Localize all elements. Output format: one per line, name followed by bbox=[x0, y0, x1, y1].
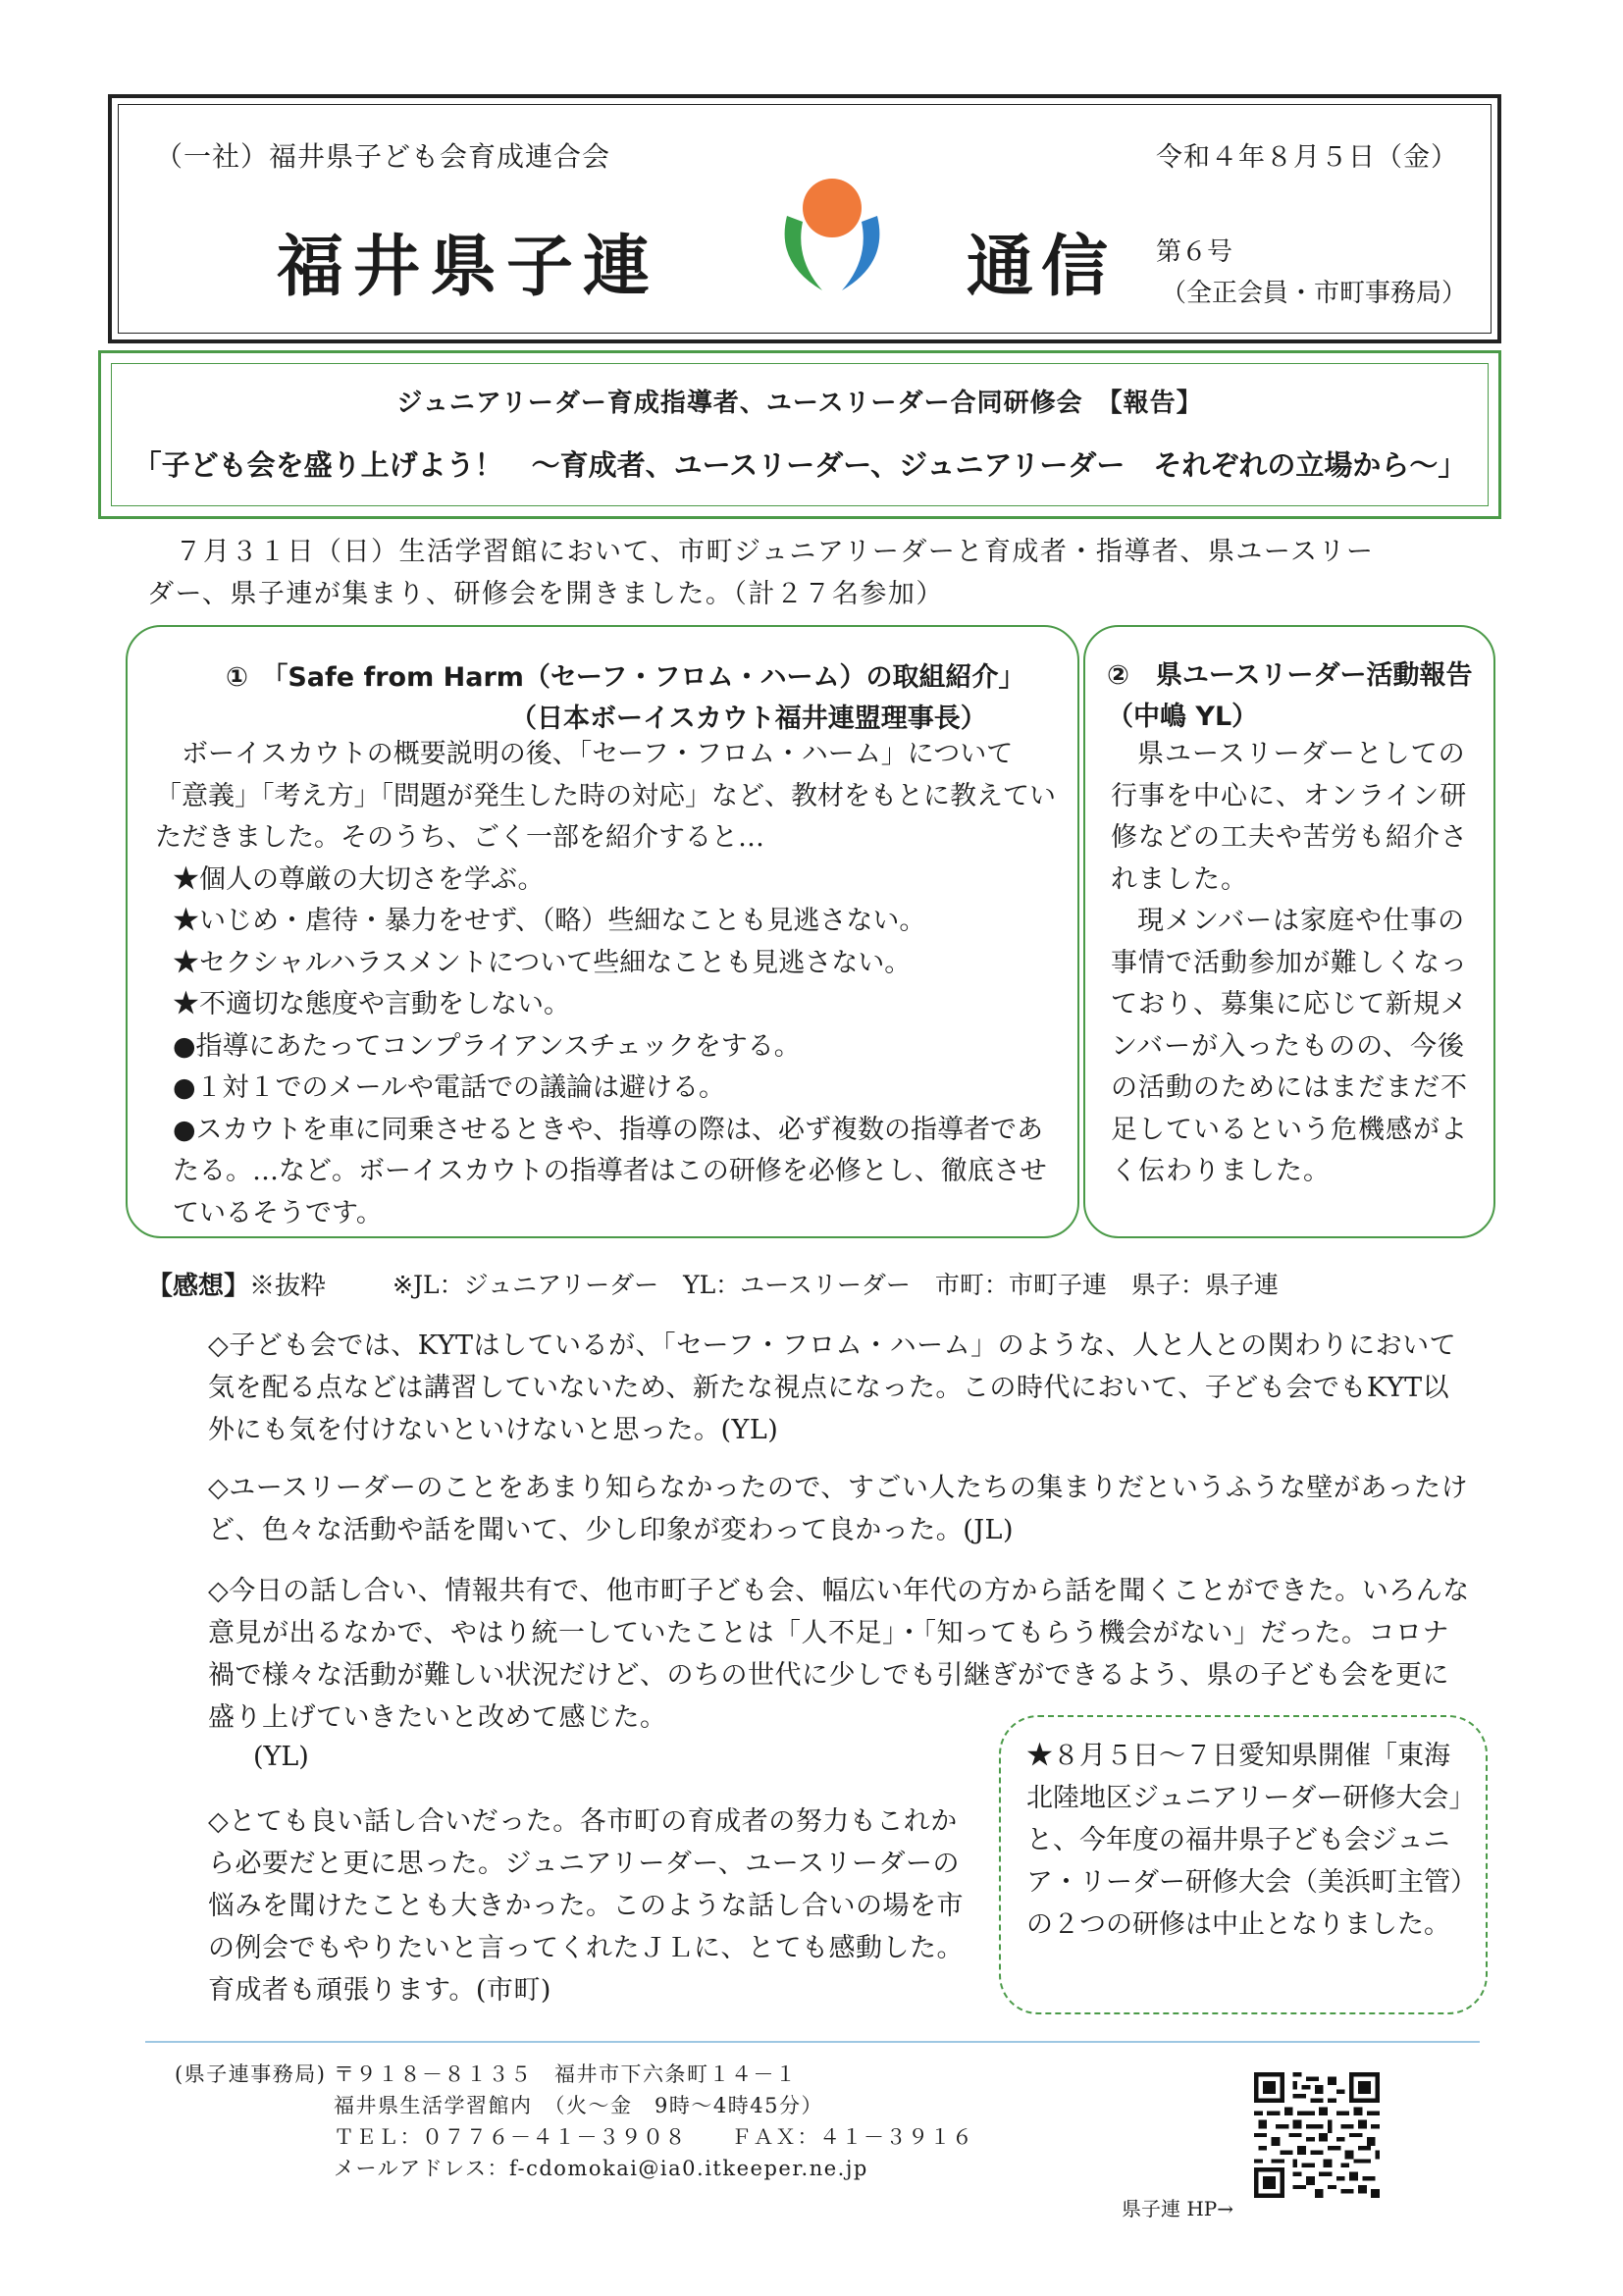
office-phone-fax: ＴＥＬ：０７７６－４１－３９０８ ＦＡＸ：４１－３９１６ bbox=[334, 2125, 974, 2149]
audience-note: （全正会員・市町事務局） bbox=[1161, 279, 1468, 308]
bullet-item: ★不適切な態度や言動をしない。 bbox=[173, 989, 570, 1019]
comment-3 bbox=[208, 1570, 1474, 1739]
section-2-paragraph-1: 県ユースリーダーとしての行事を中心に、オンライン研修などの工夫や苦労も紹介されました。 bbox=[1111, 739, 1468, 895]
bullet-item: ★個人の尊厳の大切さを学ぶ。 bbox=[173, 863, 545, 895]
comment-1-text: ◇子ども会では、KYTはしているが、「セーフ・フロム・ハーム」のような、人と人との関わりにおいて気を配る点などは講習していないため、新たな視点になった。この時代において、子ども会でもKYT以外にも気を付けないといけないと思った。(YL) bbox=[208, 1331, 1457, 1445]
office-email: メールアドレス：f-cdomokai@ia0.itkeeper.ne.jp bbox=[334, 2157, 868, 2180]
intro-paragraph bbox=[147, 531, 1462, 615]
office-building-hours: 福井県生活学習館内 （火～金 9時～4時45分） bbox=[334, 2094, 823, 2117]
section-1-intro: ボーイスカウトの概要説明の後、「セーフ・フロム・ハーム」について「意義」「考え方」「問題が発生した時の対応」など、教材をもとに教えていただきました。そのうち、ごく一部を紹介すると… bbox=[155, 739, 1056, 853]
intro-line-2: ダー、県子連が集まり、研修会を開きました。（計２７名参加） bbox=[147, 579, 944, 609]
bullet-item: ●１対１でのメールや電話での議論は避ける。 bbox=[173, 1072, 726, 1103]
office-contact bbox=[334, 2059, 974, 2184]
qr-code[interactable] bbox=[1254, 2072, 1380, 2198]
abbreviation-legend: ※JL：ジュニアリーダー YL：ユースリーダー 市町：市町子連 県子：県子連 bbox=[393, 1271, 1279, 1299]
organization-name: （一社）福井県子ども会育成連合会 bbox=[155, 140, 611, 173]
issue-number: 第６号 bbox=[1156, 237, 1233, 267]
cancellation-notice-text: ★８月５日～７日愛知県開催「東海北陸地区ジュニアリーダー研修大会」と、今年度の福井県子ども会ジュニア・リーダー研修大会（美浜町主管）の２つの研修は中止となりました。 bbox=[1026, 1741, 1464, 1940]
issue-date: 令和４年８月５日（金） bbox=[1156, 142, 1458, 173]
report-theme: 「子ども会を盛り上げよう！ ～育成者、ユースリーダー、ジュニアリーダー それぞれの立場から～」 bbox=[132, 448, 1467, 482]
bullet-item-last: ●スカウトを車に同乗させるときや、指導の際は、必ず複数の指導者であたる。…など。ボーイスカウトの指導者はこの研修を必修とし、徹底させているそうです。 bbox=[173, 1114, 1047, 1228]
comment-1 bbox=[208, 1325, 1474, 1451]
impressions-heading: 【感想】 bbox=[147, 1272, 250, 1301]
comment-2 bbox=[208, 1467, 1474, 1551]
footer-divider bbox=[145, 2041, 1480, 2043]
section-1-heading: ① 「Safe from Harm（セーフ・フロム・ハーム）の取組紹介」 bbox=[226, 662, 1025, 693]
newsletter-title-right: 通信 bbox=[967, 228, 1117, 306]
cancellation-notice bbox=[1026, 1735, 1470, 1946]
report-title: ジュニアリーダー育成指導者、ユースリーダー合同研修会 【報告】 bbox=[396, 389, 1203, 418]
section-2-body bbox=[1111, 734, 1474, 1193]
bullet-item: ●指導にあたってコンプライアンスチェックをする。 bbox=[173, 1030, 801, 1062]
newsletter-title-left: 福井県子連 bbox=[277, 228, 660, 306]
section-1-presenter: （日本ボーイスカウト福井連盟理事長） bbox=[510, 704, 987, 734]
qr-caption: 県子連 HP→ bbox=[1122, 2197, 1234, 2220]
kodomokai-logo bbox=[765, 165, 899, 298]
section-2-paragraph-2: 現メンバーは家庭や仕事の事情で活動参加が難しくなっており、募集に応じて新規メンバーが入ったものの、今後の活動のためにはまだまだ不足しているという危機感がよく伝わりました。 bbox=[1111, 906, 1468, 1186]
comment-4 bbox=[208, 1800, 981, 2011]
office-label: (県子連事務局) bbox=[175, 2062, 327, 2086]
section-2-heading: ② 県ユースリーダー活動報告（中嶋 YL） bbox=[1107, 660, 1473, 732]
office-address: 〒９１８－８１３５ 福井市下六条町１４－１ bbox=[334, 2062, 798, 2086]
comment-3-tag: (YL) bbox=[253, 1742, 309, 1772]
intro-line-1: ７月３１日（日）生活学習館において、市町ジュニアリーダーと育成者・指導者、県ユースリー bbox=[147, 537, 1375, 567]
comment-3-text: ◇今日の話し合い、情報共有で、他市町子ども会、幅広い年代の方から話を聞くことができた。いろんな意見が出るなかで、やはり統一していたことは「人不足」・「知ってもらう機会がない」だった。コロナ禍で様々な活動が難しい状況だけど、のちの世代に少しでも引継ぎができるよう、県の子ども会を更に盛り上げていきたいと改めて感じた。 bbox=[208, 1576, 1470, 1733]
impressions-label bbox=[147, 1266, 326, 1302]
impressions-note: ※抜粋 bbox=[249, 1272, 327, 1301]
comment-4-text: ◇とても良い話し合いだった。各市町の育成者の努力もこれから必要だと更に思った。ジュニアリーダー、ユースリーダーの悩みを聞けたことも大きかった。このような話し合いの場を市の例会でもやりたいと言ってくれたＪＬに、とても感動した。育成者も頑張ります。(市町) bbox=[208, 1806, 964, 2006]
comment-2-text: ◇ユースリーダーのことをあまり知らなかったので、すごい人たちの集まりだというふうな壁があったけど、色々な活動や話を聞いて、少し印象が変わって良かった。(JL) bbox=[208, 1473, 1469, 1545]
section-1-body bbox=[155, 734, 1058, 1234]
bullet-item: ★いじめ・虐待・暴力をせず、（略）些細なことも見逃さない。 bbox=[173, 906, 926, 936]
bullet-item: ★セクシャルハラスメントについて些細なことも見逃さない。 bbox=[173, 947, 912, 978]
